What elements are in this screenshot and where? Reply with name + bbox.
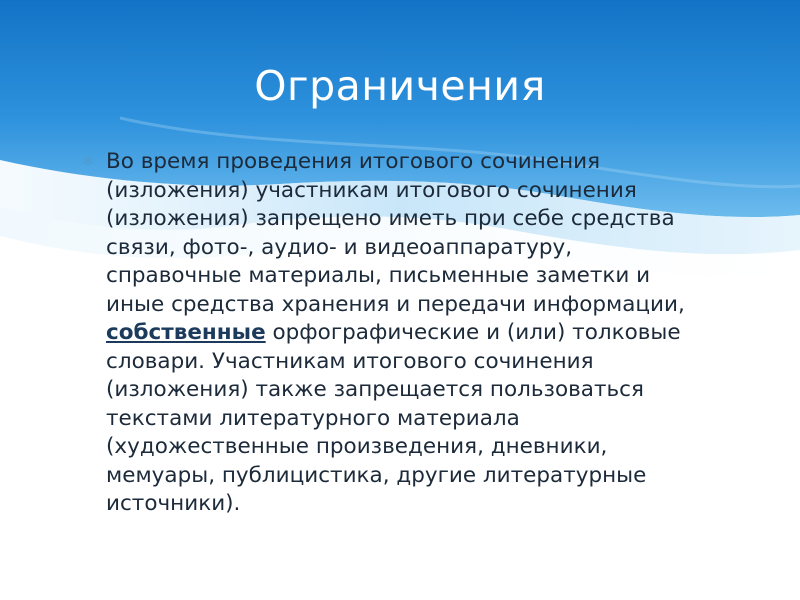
asterisk-bullet-icon: ✱	[82, 152, 95, 170]
bullet-text	[106, 148, 714, 519]
bullet-text-part-1: Во время проведения итогового сочинения (изложения) участникам итогового сочинения (изложения) запрещено иметь при себе средства связи, фото-, аудио- и видеоаппаратуру, справочные материалы, письменные заметки и иные средства хранения и передачи информации,	[106, 149, 685, 317]
slide-title: Ограничения	[254, 62, 546, 110]
emphasized-word: собственные	[106, 320, 266, 345]
bullet-text-part-2: орфографические и (или) толковые словари. Участникам итогового сочинения (изложения) также запрещается пользоваться текстами литературного материала (художественные произведения, дневники, мемуары, публицистика, другие литературные источники).	[106, 320, 681, 516]
